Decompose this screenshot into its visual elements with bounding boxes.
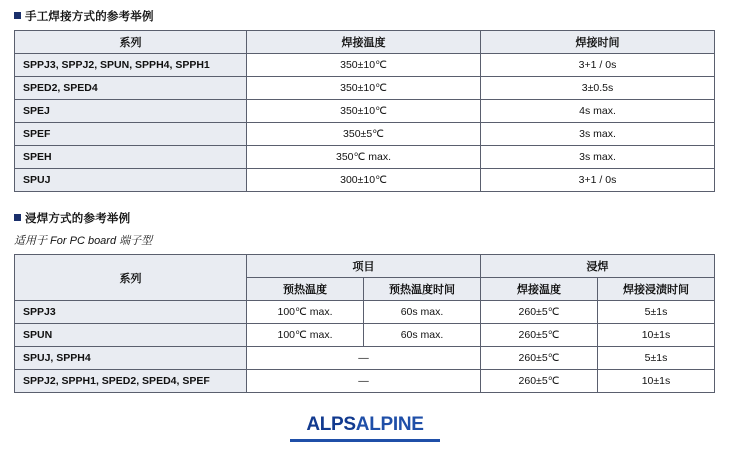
cell-series: SPEJ [15,100,247,123]
dip-soldering-table-head [15,255,715,301]
cell-solder-temperature: 260±5℃ [481,347,598,370]
column-header-solder-temperature: 焊接温度 [481,278,598,301]
table-header-row-group [15,255,715,278]
cell-dip-time: 10±1s [598,324,715,347]
cell-series: SPPJ3 [15,301,247,324]
cell-series: SPUN [15,324,247,347]
cell-time: 4s max. [481,100,715,123]
section-1-title-text: 手工焊接方式的参考举例 [25,11,154,23]
cell-series: SPED2, SPED4 [15,77,247,100]
cell-temperature: 350±10℃ [247,54,481,77]
cell-series: SPEH [15,146,247,169]
column-header-preheat-temperature: 预热温度 [247,278,364,301]
cell-temperature: 350±10℃ [247,77,481,100]
cell-series: SPEF [15,123,247,146]
cell-temperature: 350±5℃ [247,123,481,146]
manual-soldering-table-body [15,54,715,192]
cell-temperature: 300±10℃ [247,169,481,192]
cell-temperature: 350℃ max. [247,146,481,169]
cell-dip-time: 10±1s [598,370,715,393]
section-2-title-text: 浸焊方式的参考举例 [25,213,131,225]
table-row [15,100,715,123]
square-bullet-icon [14,12,21,19]
group-header-dip: 浸焊 [481,255,715,278]
column-header-temperature: 焊接温度 [247,31,481,54]
table-row [15,169,715,192]
table-row [15,324,715,347]
cell-temperature: 350±10℃ [247,100,481,123]
square-bullet-icon [14,214,21,221]
logo-alps-text: ALPS [306,414,356,435]
cell-time: 3+1 / 0s [481,169,715,192]
table-row [15,301,715,324]
footer-logo [0,414,730,442]
cell-series: SPUJ [15,169,247,192]
cell-series: SPPJ2, SPPH1, SPED2, SPED4, SPEF [15,370,247,393]
column-header-preheat-time: 预热温度时间 [364,278,481,301]
column-header-series: 系列 [15,255,247,301]
cell-series: SPPJ3, SPPJ2, SPUN, SPPH4, SPPH1 [15,54,247,77]
table-row [15,146,715,169]
cell-time: 3s max. [481,146,715,169]
cell-time: 3±0.5s [481,77,715,100]
table-row [15,54,715,77]
alpsalpine-logo [306,414,423,436]
cell-preheat-time: 60s max. [364,324,481,347]
logo-underline [290,439,440,442]
cell-preheat-none: — [247,347,481,370]
cell-preheat-temperature: 100℃ max. [247,301,364,324]
logo-alpine-text: ALPINE [355,414,424,435]
dip-soldering-table [14,254,715,393]
cell-solder-temperature: 260±5℃ [481,370,598,393]
section-spacer [14,192,716,210]
cell-series: SPUJ, SPPH4 [15,347,247,370]
table-row [15,77,715,100]
cell-preheat-time: 60s max. [364,301,481,324]
cell-solder-temperature: 260±5℃ [481,324,598,347]
column-header-time: 焊接时间 [481,31,715,54]
section-2-subnote: 适用于 For PC board 端子型 [14,235,153,247]
manual-soldering-table [14,30,715,192]
column-header-dip-time: 焊接浸渍时间 [598,278,715,301]
cell-dip-time: 5±1s [598,347,715,370]
table-row [15,370,715,393]
column-header-series: 系列 [15,31,247,54]
cell-dip-time: 5±1s [598,301,715,324]
table-header-row [15,31,715,54]
group-header-preheat: 项目 [247,255,481,278]
section-1-title [14,8,716,24]
section-2-title [14,210,716,226]
table-row [15,347,715,370]
cell-preheat-temperature: 100℃ max. [247,324,364,347]
manual-soldering-table-head [15,31,715,54]
dip-soldering-table-body [15,301,715,393]
cell-solder-temperature: 260±5℃ [481,301,598,324]
cell-time: 3+1 / 0s [481,54,715,77]
cell-preheat-none: — [247,370,481,393]
cell-time: 3s max. [481,123,715,146]
table-row [15,123,715,146]
